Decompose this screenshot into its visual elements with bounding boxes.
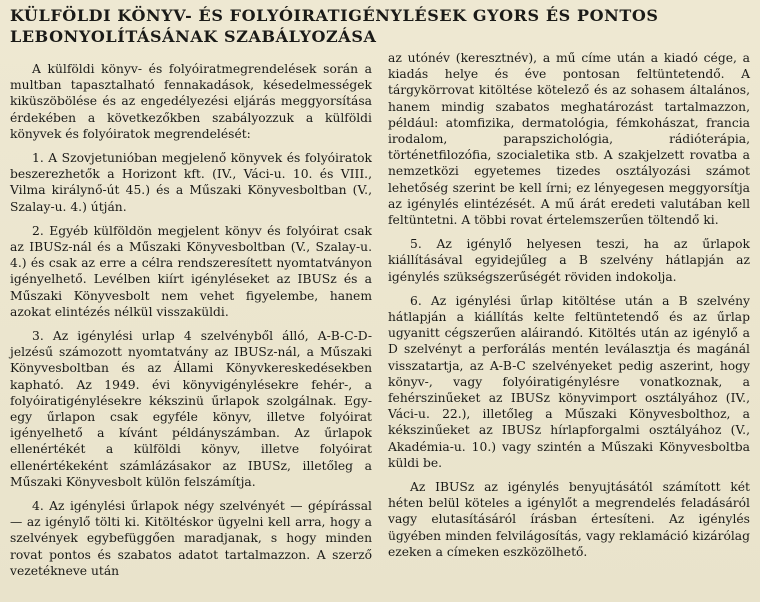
paragraph-5: 5. Az igénylő helyesen teszi, ha az űrlapok kiállításával egyidejűleg a B szelvény hátlapján az igénylés szükségszerűségét röviden indokolja. (388, 237, 750, 284)
article-title (10, 5, 750, 47)
paragraph-4-continuation: az utónév (keresztnév), a mű címe után a kiadó cége, a kiadás helye és éve pontosan feltüntetendő. A tárgykörrovat kitöltése kötelező és az sohasem általános, hanem mindig szabatos meghatározást tartalmazzon, például: atomfizika, dermatológia, fémkohászat, francia irodalom, parapszichológia, rádióterápia, történetfilozófia, szocialetika stb. A szakjelzett rovatba a nemzetközi egyetemes tizedes osztályozási számot lehetőség szerint be kell írni; ez lényegesen meggyorsítja az igénylés elintézését. A mű árát eredeti valutában kell feltüntetni. A többi rovat értelemszerűen töltendő ki. (388, 51, 750, 228)
intro-paragraph: A külföldi könyv- és folyóiratmegrendelések során a multban tapasztalható fennakadások, késedelmességek kiküszöbölése és az engedélyezési eljárás meggyorsítása érdekében a következőkben szabályozzuk a külföldi könyvek és folyóiratok megrendelését: (10, 62, 372, 141)
title-line-1: KÜLFÖLDI KÖNYV- ÉS FOLYÓIRATIGÉNYLÉSEK GYORS ÉS PONTOS (10, 6, 659, 25)
closing-paragraph: Az IBUSz az igénylés benyujtásától számított két héten belül köteles a igénylőt a megrendelés feladásáról vagy elutasításáról írásban értesíteni. Az igénylés ügyében minden felvilágosítás, vagy reklamáció kizárólag ezeken a címeken eszközölhető. (388, 480, 750, 559)
paragraph-6: 6. Az igénylési űrlap kitöltése után a B szelvény hátlapján a kiállítás kelte feltüntetendő és az űrlap ugyanitt cégszerűen aláirandó. Kitöltés után az igénylő a D szelvényt a perforálás mentén leválasztja és magánál visszatartja, az A-B-C szelvényeket pedig aszerint, hogy könyv-, vagy folyóiratigénylésre vonatkoznak, a fehérszinűeket az IBUSz könyvimport osztályához (IV., Váci-u. 22.), illetőleg a Műszaki Könyvesbolthoz, a kékszinűeket az IBUSz hírlapforgalmi osztályához (V., Akadémia-u. 10.) vagy szintén a Műszaki Könyvesboltba küldi be. (388, 293, 750, 470)
paragraph-2: 2. Egyéb külföldön megjelent könyv és folyóirat csak az IBUSz-nál és a Műszaki Könyvesboltban (V., Szalay-u. 4.) és csak az erre a célra rendszeresített nyomtatványon igényelhető. Levélben kiírt igényléseket az IBUSz és a Műszaki Könyvesbolt nem vehet figyelembe, hanem azokat elintézés nélkül visszaküldi. (10, 223, 372, 319)
title-line-2: LEBONYOLÍTÁSÁNAK SZABÁLYOZÁSA (10, 27, 377, 46)
paragraph-4: 4. Az igénylési űrlapok négy szelvényét — gépírással — az igénylő tölti ki. Kitöltéskor ügyelni kell arra, hogy a szelvények egybefüggően maradjanak, s hogy minden rovat pontos és szabatos adatot tartalmazzon. A szerző vezetékneve után (10, 499, 372, 578)
article-columns (10, 51, 750, 579)
left-column (10, 61, 372, 579)
paragraph-1: 1. A Szovjetunióban megjelenő könyvek és folyóiratok beszerezhetők a Horizont kft. (IV., Váci-u. 10. és VIII., Vilma királynő-út 45.) és a Műszaki Könyvesboltban (V., Szalay-u. 4.) útján. (10, 151, 372, 214)
right-column (388, 50, 750, 579)
paragraph-3: 3. Az igénylési urlap 4 szelvényből álló, A-B-C-D-jelzésű számozott nyomtatvány az IBUSz-nál, a Műszaki Könyvesboltban és az Állami Könyvkereskedésekben kapható. Az 1949. évi könyvigénylésekre fehér-, a folyóiratigénylésekre kékszinü űrlapok szolgálnak. Egy-egy űrlapon csak egyféle könyv, illetve folyóirat igényelhető a kívánt példányszámban. Az űrlapok ellenértékét a külföldi könyv, illetve folyóirat ellenértékeként számlázásakor az IBUSz, illetőleg a Műszaki Könyvesbolt külön felszámítja. (10, 329, 372, 489)
